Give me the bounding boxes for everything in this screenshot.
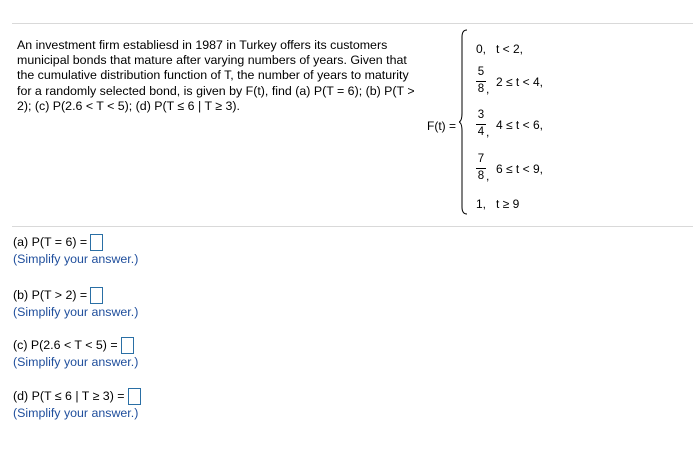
case-4-value: 1, xyxy=(476,197,487,211)
case-2-condition: 4 ≤ t < 6, xyxy=(496,118,543,132)
case-1-condition: 2 ≤ t < 4, xyxy=(496,75,543,89)
case-1-numerator: 5 xyxy=(477,66,485,78)
question-c xyxy=(13,337,138,369)
answer-b-input[interactable] xyxy=(90,287,103,304)
case-3-denominator: 8 xyxy=(477,170,485,182)
question-b-hint: (Simplify your answer.) xyxy=(13,305,139,319)
top-divider xyxy=(12,23,693,24)
case-1-fraction-bar xyxy=(476,81,486,82)
question-a xyxy=(13,234,138,266)
question-a-hint: (Simplify your answer.) xyxy=(13,252,139,266)
question-c-hint: (Simplify your answer.) xyxy=(13,355,139,369)
question-a-prompt: (a) P(T = 6) = xyxy=(13,235,88,249)
answer-a-input[interactable] xyxy=(90,234,103,251)
case-2-denominator: 4 xyxy=(477,126,485,138)
case-3-condition: 6 ≤ t < 9, xyxy=(496,162,543,176)
question-c-prompt: (c) P(2.6 < T < 5) = xyxy=(13,338,118,352)
question-b-prompt: (b) P(T > 2) = xyxy=(13,288,88,302)
case-0-value: 0, xyxy=(476,42,487,56)
left-brace-icon xyxy=(459,29,469,215)
case-2-numerator: 3 xyxy=(477,109,485,121)
answer-c-input[interactable] xyxy=(121,337,134,354)
case-2-fraction-bar xyxy=(476,124,486,125)
section-divider xyxy=(12,226,693,227)
case-3-fraction-bar xyxy=(476,168,486,169)
case-0-condition: t < 2, xyxy=(496,42,524,56)
case-4-condition: t ≥ 9 xyxy=(496,197,520,211)
case-3-numerator: 7 xyxy=(477,153,485,165)
question-b xyxy=(13,287,138,319)
case-1-denominator: 8 xyxy=(477,83,485,95)
question-d-prompt: (d) P(T ≤ 6 | T ≥ 3) = xyxy=(13,389,125,403)
cdf-label: F(t) = xyxy=(427,119,456,133)
case-1-comma: , xyxy=(486,82,490,96)
case-3-comma: , xyxy=(486,169,490,183)
question-d xyxy=(13,388,141,420)
question-d-hint: (Simplify your answer.) xyxy=(13,406,139,420)
case-2-comma: , xyxy=(486,125,490,139)
answer-d-input[interactable] xyxy=(128,388,141,405)
problem-statement: An investment firm establiesd in 1987 in Turkey offers its customers municipal bonds that mature after varying numbers of years. Given that the cumulative distribution function of T, the number of years to maturity for a randomly selected bond, is given by F(t), find (a) P(T = 6); (b) P(T > 2); (c) P(2.6 < T < 5); (d) P(T ≤ 6 | T ≥ 3). xyxy=(17,38,415,113)
